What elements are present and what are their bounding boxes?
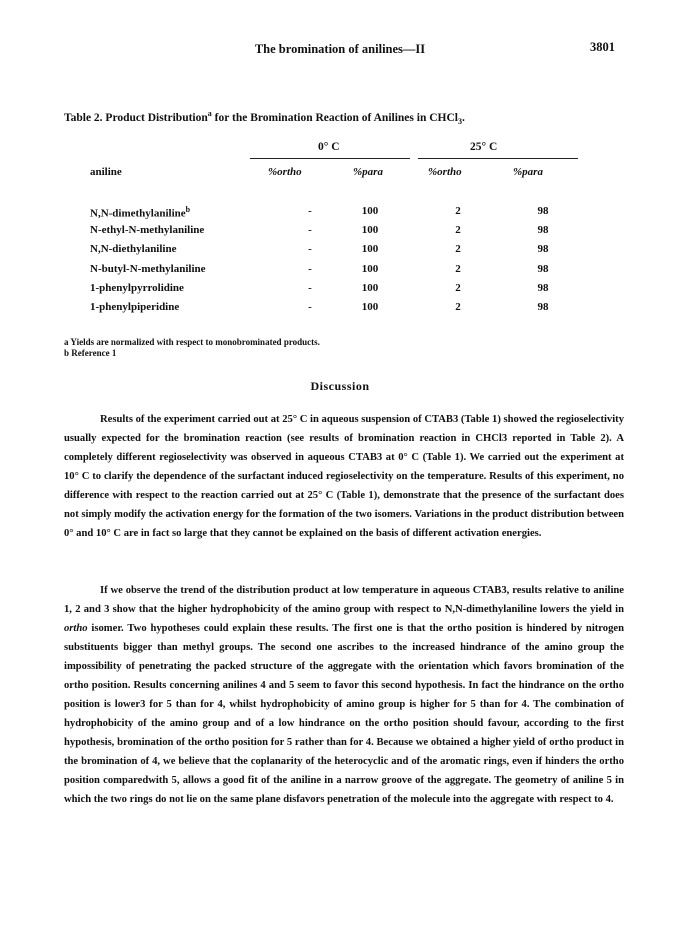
column-header-ortho-25c: %ortho (428, 166, 462, 178)
cell-ortho-25c: 2 (455, 205, 461, 217)
paragraph-2-text-a: If we observe the trend of the distribution product at low temperature in aqueous CTAB3, results relative to aniline 1, 2 and 3 show that the higher hydrophobicity of the amino group with respect to N,N-dimethylaniline lowers the yield in (64, 585, 624, 615)
cell-ortho-0c: - (308, 282, 312, 294)
cell-aniline-text: N,N-dimethylaniline (90, 207, 186, 220)
cell-ortho-25c: 2 (455, 263, 461, 275)
caption-text: Table 2. Product Distribution (64, 111, 208, 124)
group-header-0c: 0° C (318, 141, 340, 153)
cell-para-25c: 98 (537, 263, 549, 275)
cell-para-25c: 98 (537, 282, 549, 294)
table-row (0, 243, 680, 261)
cell-ortho-25c: 2 (455, 282, 461, 294)
cell-aniline: 1-phenylpiperidine (90, 301, 180, 313)
caption-sup: a (207, 109, 212, 118)
cell-para-0c: 100 (361, 243, 379, 255)
paragraph-2 (64, 581, 624, 809)
cell-para-25c: 98 (537, 224, 549, 236)
column-header-para-0c: %para (353, 166, 383, 178)
footnote-a: a Yields are normalized with respect to monobrominated products. (64, 337, 320, 347)
cell-para-25c: 98 (537, 205, 549, 217)
paragraph-2-ortho: ortho (64, 623, 88, 634)
cell-ortho-0c: - (308, 224, 312, 236)
cell-para-0c: 100 (361, 282, 379, 294)
cell-para-0c: 100 (361, 205, 379, 217)
cell-aniline (90, 205, 190, 220)
cell-para-0c: 100 (361, 263, 379, 275)
group-rule-25c (418, 158, 578, 159)
cell-aniline: N-butyl-N-methylaniline (90, 263, 206, 275)
column-header-aniline: aniline (90, 166, 122, 178)
table-caption (64, 109, 465, 126)
cell-para-0c: 100 (361, 301, 379, 313)
cell-ortho-25c: 2 (455, 301, 461, 313)
page-number: 3801 (590, 40, 615, 54)
caption-text-2: for the Bromination Reaction of Anilines in CHCl (211, 111, 458, 124)
column-header-para-25c: %para (513, 166, 543, 178)
cell-para-0c: 100 (361, 224, 379, 236)
cell-aniline-sup: b (185, 205, 191, 214)
table-row (0, 282, 680, 300)
caption-sub: 3 (457, 117, 462, 127)
group-header-25c: 25° C (470, 141, 498, 153)
paragraph-1: Results of the experiment carried out at 25° C in aqueous suspension of CTAB3 (Table 1) showed the regioselectivity usually expected for the bromination reaction (see results of bromination reaction in CHCl3 reported in Table 2). A completely different regioselectivity was observed in aqueous CTAB3 at 0° C (Table 1). We carried out the experiment at 10° C to clarify the dependence of the surfactant induced regioselectivity on the temperature. Results of this experiment, no difference with respect to the reaction carried out at 25° C (Table 1), demonstrate that the presence of the surfactant does not simply modify the activation energy for the formation of the two isomers. Variations in the product distribution between 0° and 10° C are in fact so large that they cannot be explained on the basis of different activation energies. (64, 414, 624, 539)
cell-aniline: N-ethyl-N-methylaniline (90, 224, 205, 236)
paragraph-2-text-b: isomer. Two hypotheses could explain these results. The first one is that the ortho position is hindered by nitrogen substituents bigger than methyl groups. The second one ascribes to the increased hindrance of the amino group the impossibility of penetrating the packed structure of the aggregate with the orientation which favors bromination of the ortho position. Results concerning anilines 4 and 5 seem to favor this second hypothesis. In fact the hindrance on the ortho position is lower3 for 5 than for 4, whilst hydrophobicity of amino group is higher for 5 than for 4. The combination of hydrophobicity of the amino group and of a low hindrance on the ortho position should favour, according to the first hypothesis, bromination of the ortho position for 5 rather than for 4. Because we obtained a higher yield of ortho product in the bromination of 4, we believe that the coplanarity of the heterocyclic and of the aromatic rings, even if hinders the ortho position comparedwith 5, allows a good fit of the aniline in a narrow groove of the aggregate. The geometry of aniline 5 in which the two rings do not lie on the same plane disfavors penetration of the molecule into the aggregate with respect to 4. (64, 623, 624, 805)
cell-ortho-0c: - (308, 205, 312, 217)
column-header-ortho-0c: %ortho (268, 166, 302, 178)
running-header-title: The bromination of anilines—II (254, 42, 426, 56)
cell-aniline: N,N-diethylaniline (90, 243, 177, 255)
cell-para-25c: 98 (537, 243, 549, 255)
cell-aniline: 1-phenylpyrrolidine (90, 282, 184, 294)
cell-ortho-0c: - (308, 243, 312, 255)
cell-para-25c: 98 (537, 301, 549, 313)
cell-ortho-0c: - (308, 263, 312, 275)
section-title-discussion: Discussion (310, 379, 370, 393)
table-row (0, 301, 680, 319)
cell-ortho-25c: 2 (455, 224, 461, 236)
footnote-b: b Reference 1 (64, 348, 117, 358)
cell-ortho-25c: 2 (455, 243, 461, 255)
caption-end: . (461, 111, 465, 124)
table-row (0, 263, 680, 281)
group-rule-0c (250, 158, 410, 159)
cell-ortho-0c: - (308, 301, 312, 313)
table-row (0, 224, 680, 242)
table-row (0, 205, 680, 223)
